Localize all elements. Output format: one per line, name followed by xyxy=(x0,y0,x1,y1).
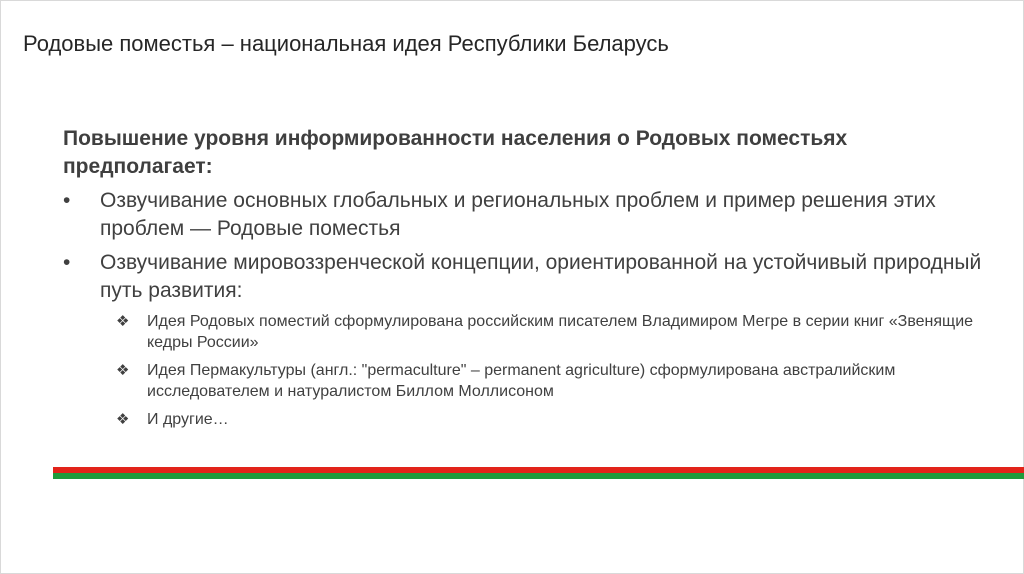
slide-title: Родовые поместья – национальная идея Республики Беларусь xyxy=(23,31,669,56)
diamond-icon: ❖ xyxy=(116,313,130,330)
sub-item xyxy=(63,409,983,430)
sub-item xyxy=(63,311,983,353)
sub-text: И другие… xyxy=(147,411,229,428)
flag-green-stripe xyxy=(53,473,1024,479)
slide-content xyxy=(63,125,983,437)
bullet-list xyxy=(63,187,983,305)
sub-list xyxy=(63,311,983,430)
flag-stripe xyxy=(53,467,1024,479)
diamond-icon: ❖ xyxy=(116,362,130,379)
lead-text: Повышение уровня информированности населения о Родовых поместьях предполагает: xyxy=(63,127,848,178)
sub-text: Идея Родовых поместий сформулирована российским писателем Владимиром Мегре в серии книг «Звенящие кедры России» xyxy=(147,313,974,351)
bullet-item xyxy=(63,249,983,305)
bullet-item xyxy=(63,187,983,243)
bullet-text: Озвучивание основных глобальных и региональных проблем и пример решения этих проблем — Родовые поместья xyxy=(100,189,936,240)
bullet-icon: • xyxy=(63,251,71,274)
diamond-icon: ❖ xyxy=(116,411,130,428)
bullet-text: Озвучивание мировоззренческой концепции, ориентированной на устойчивый природный путь развития: xyxy=(100,251,982,302)
sub-text: Идея Пермакультуры (англ.: "permaculture" – permanent agriculture) сформулирована австралийским исследователем и натуралистом Биллом Моллисоном xyxy=(147,362,896,400)
sub-item xyxy=(63,360,983,402)
bullet-icon: • xyxy=(63,189,71,212)
